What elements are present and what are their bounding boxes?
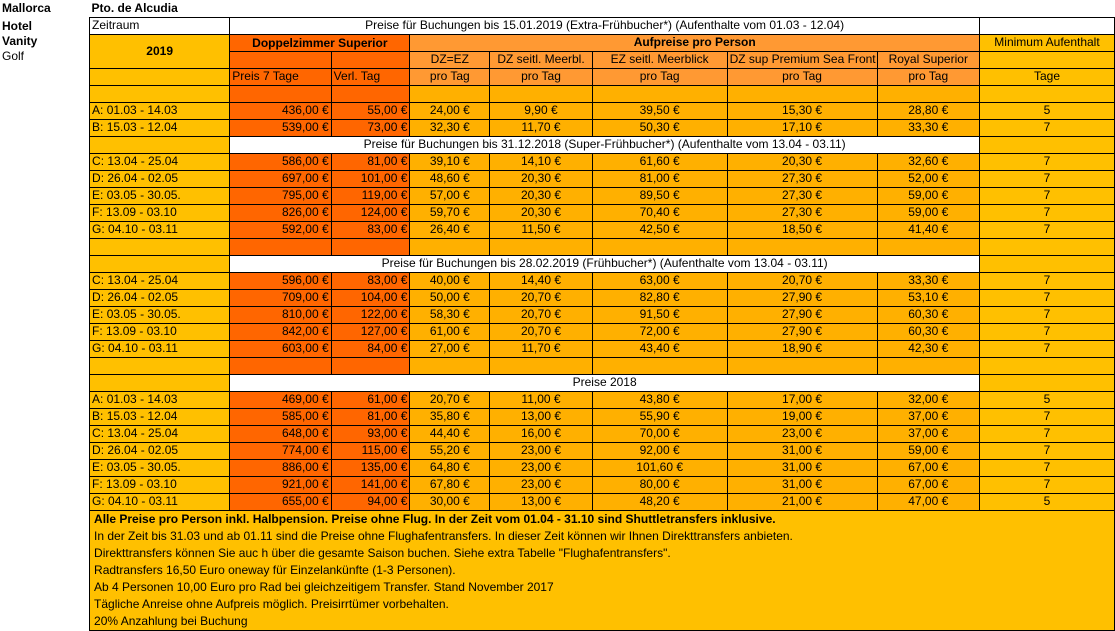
spacer bbox=[90, 68, 230, 85]
zeitraum-label: Zeitraum bbox=[90, 17, 230, 34]
price-7-days: 810,00 € bbox=[230, 306, 331, 323]
note-line: Direkttransfers können Sie auc h über die gesamte Saison buchen. Siehe extra Tabelle "Flughafentransfers". bbox=[94, 545, 671, 560]
note-line: Ab 4 Personen 10,00 Euro pro Rad bei gleichzeitigem Transfer. Stand November 2017 bbox=[94, 579, 554, 594]
spacer bbox=[980, 85, 1115, 102]
period-label: C: 13.04 - 25.04 bbox=[90, 272, 230, 289]
surcharge-value: 20,70 € bbox=[490, 323, 592, 340]
price-7-days: 697,00 € bbox=[230, 170, 331, 187]
surcharge-value: 35,80 € bbox=[410, 408, 490, 425]
price-extra-day: 83,00 € bbox=[331, 221, 410, 238]
surcharge-value: 31,00 € bbox=[727, 442, 877, 459]
spacer bbox=[980, 357, 1115, 374]
price-7-days: 469,00 € bbox=[230, 391, 331, 408]
surcharge-value: 27,90 € bbox=[727, 306, 877, 323]
surcharge-value: 11,50 € bbox=[490, 221, 592, 238]
min-stay-value: 7 bbox=[980, 119, 1115, 136]
spacer bbox=[0, 459, 90, 476]
spacer bbox=[0, 425, 90, 442]
spacer bbox=[230, 357, 331, 374]
spacer bbox=[90, 357, 230, 374]
surcharge-value: 20,30 € bbox=[490, 187, 592, 204]
spacer bbox=[0, 255, 90, 272]
surcharge-value: 70,40 € bbox=[592, 204, 727, 221]
spacer bbox=[410, 238, 490, 255]
surcharge-value: 26,40 € bbox=[410, 221, 490, 238]
surcharge-value: 11,70 € bbox=[490, 119, 592, 136]
spacer bbox=[0, 272, 90, 289]
surcharge-value: 16,00 € bbox=[490, 425, 592, 442]
min-stay-value: 7 bbox=[980, 408, 1115, 425]
spacer bbox=[0, 221, 90, 238]
spacer bbox=[0, 187, 90, 204]
surcharge-value: 20,30 € bbox=[490, 170, 592, 187]
spacer bbox=[877, 238, 979, 255]
surcharge-value: 27,30 € bbox=[727, 187, 877, 204]
spacer bbox=[0, 357, 90, 374]
price7-header: Preis 7 Tage bbox=[230, 68, 331, 85]
surcharge-value: 27,00 € bbox=[410, 340, 490, 357]
surcharge-value: 55,20 € bbox=[410, 442, 490, 459]
col-header: Royal Superior bbox=[877, 51, 979, 68]
hotel-line: Golf bbox=[2, 49, 25, 63]
price-extra-day: 141,00 € bbox=[331, 476, 410, 493]
col-header: EZ seitl. Meerblick bbox=[592, 51, 727, 68]
spacer bbox=[0, 102, 90, 119]
period-label: A: 01.03 - 14.03 bbox=[90, 391, 230, 408]
spacer bbox=[592, 238, 727, 255]
surcharge-value: 101,60 € bbox=[592, 459, 727, 476]
surcharge-value: 40,00 € bbox=[410, 272, 490, 289]
price-7-days: 436,00 € bbox=[230, 102, 331, 119]
surcharge-value: 20,70 € bbox=[490, 289, 592, 306]
spacer bbox=[980, 136, 1115, 153]
period-label: F: 13.09 - 03.10 bbox=[90, 204, 230, 221]
surcharge-value: 67,00 € bbox=[877, 459, 979, 476]
spacer bbox=[0, 442, 90, 459]
surcharge-value: 20,70 € bbox=[490, 306, 592, 323]
pro-tag-header: pro Tag bbox=[490, 68, 592, 85]
surcharge-value: 48,20 € bbox=[592, 493, 727, 510]
period-label: D: 26.04 - 02.05 bbox=[90, 170, 230, 187]
note-line: 20% Anzahlung bei Buchung bbox=[94, 613, 248, 628]
min-stay-value: 7 bbox=[980, 442, 1115, 459]
price-7-days: 603,00 € bbox=[230, 340, 331, 357]
spacer bbox=[410, 357, 490, 374]
empty-cell bbox=[980, 17, 1115, 34]
min-stay-value: 7 bbox=[980, 187, 1115, 204]
price-extra-day: 124,00 € bbox=[331, 204, 410, 221]
surcharge-value: 24,00 € bbox=[410, 102, 490, 119]
surcharge-value: 42,30 € bbox=[877, 340, 979, 357]
spacer bbox=[0, 136, 90, 153]
surcharge-value: 92,00 € bbox=[592, 442, 727, 459]
surcharge-value: 17,00 € bbox=[727, 391, 877, 408]
spacer bbox=[490, 238, 592, 255]
min-stay-header: Minimum Aufenthalt bbox=[980, 34, 1115, 51]
surcharge-value: 20,30 € bbox=[727, 153, 877, 170]
min-stay-value: 5 bbox=[980, 493, 1115, 510]
price-extra-day: 119,00 € bbox=[331, 187, 410, 204]
surcharge-value: 37,00 € bbox=[877, 425, 979, 442]
spacer bbox=[592, 85, 727, 102]
surcharge-value: 60,30 € bbox=[877, 306, 979, 323]
min-stay-value: 7 bbox=[980, 459, 1115, 476]
price-extra-day: 101,00 € bbox=[331, 170, 410, 187]
price-7-days: 774,00 € bbox=[230, 442, 331, 459]
price-extra-day: 83,00 € bbox=[331, 272, 410, 289]
surcharge-value: 82,80 € bbox=[592, 289, 727, 306]
note-line: Tägliche Anreise ohne Aufpreis möglich. Preisirrtümer vorbehalten. bbox=[94, 596, 449, 611]
surcharge-value: 39,50 € bbox=[592, 102, 727, 119]
surcharge-value: 70,00 € bbox=[592, 425, 727, 442]
region-label: Mallorca bbox=[0, 0, 90, 17]
surcharge-value: 33,30 € bbox=[877, 119, 979, 136]
min-stay-value: 5 bbox=[980, 102, 1115, 119]
period-label: G: 04.10 - 03.11 bbox=[90, 221, 230, 238]
period-label: B: 15.03 - 12.04 bbox=[90, 408, 230, 425]
period-label: F: 13.09 - 03.10 bbox=[90, 476, 230, 493]
year-label: 2019 bbox=[90, 34, 230, 68]
hotel-name-block bbox=[0, 17, 90, 68]
period-label: A: 01.03 - 14.03 bbox=[90, 102, 230, 119]
surcharge-value: 50,30 € bbox=[592, 119, 727, 136]
price-7-days: 586,00 € bbox=[230, 153, 331, 170]
surcharge-value: 59,70 € bbox=[410, 204, 490, 221]
surcharge-value: 21,00 € bbox=[727, 493, 877, 510]
spacer bbox=[980, 51, 1115, 68]
surcharge-value: 32,00 € bbox=[877, 391, 979, 408]
surcharge-value: 11,00 € bbox=[490, 391, 592, 408]
surcharge-value: 43,80 € bbox=[592, 391, 727, 408]
min-stay-value: 7 bbox=[980, 221, 1115, 238]
min-stay-value: 7 bbox=[980, 170, 1115, 187]
surcharge-value: 53,10 € bbox=[877, 289, 979, 306]
spacer bbox=[0, 170, 90, 187]
col-header: DZ seitl. Meerbl. bbox=[490, 51, 592, 68]
hotel-line: Vanity bbox=[2, 34, 38, 48]
price-7-days: 795,00 € bbox=[230, 187, 331, 204]
price-7-days: 921,00 € bbox=[230, 476, 331, 493]
surcharge-value: 48,60 € bbox=[410, 170, 490, 187]
price-7-days: 539,00 € bbox=[230, 119, 331, 136]
price-7-days: 709,00 € bbox=[230, 289, 331, 306]
spacer bbox=[0, 119, 90, 136]
spacer bbox=[980, 255, 1115, 272]
price-extra-day: 115,00 € bbox=[331, 442, 410, 459]
price-extra-day: 122,00 € bbox=[331, 306, 410, 323]
spacer bbox=[592, 357, 727, 374]
price-extra-day: 94,00 € bbox=[331, 493, 410, 510]
note-line: Radtransfers 16,50 Euro oneway für Einzelankünfte (1-3 Personen). bbox=[94, 562, 456, 577]
hotel-line: Hotel bbox=[2, 19, 32, 33]
price-extra-day: 104,00 € bbox=[331, 289, 410, 306]
surcharge-value: 27,30 € bbox=[727, 170, 877, 187]
surcharge-value: 20,70 € bbox=[727, 272, 877, 289]
surcharge-value: 52,00 € bbox=[877, 170, 979, 187]
surcharge-value: 89,50 € bbox=[592, 187, 727, 204]
surcharge-value: 31,00 € bbox=[727, 476, 877, 493]
price-7-days: 596,00 € bbox=[230, 272, 331, 289]
price-extra-day: 81,00 € bbox=[331, 408, 410, 425]
period-label: F: 13.09 - 03.10 bbox=[90, 323, 230, 340]
surcharge-value: 18,90 € bbox=[727, 340, 877, 357]
surcharge-value: 81,00 € bbox=[592, 170, 727, 187]
min-stay-value: 5 bbox=[980, 391, 1115, 408]
surcharge-value: 91,50 € bbox=[592, 306, 727, 323]
spacer bbox=[0, 153, 90, 170]
spacer bbox=[0, 85, 90, 102]
spacer bbox=[0, 238, 90, 255]
min-stay-value: 7 bbox=[980, 425, 1115, 442]
surcharge-value: 41,40 € bbox=[877, 221, 979, 238]
surcharge-value: 37,00 € bbox=[877, 408, 979, 425]
surcharge-value: 20,30 € bbox=[490, 204, 592, 221]
period-label: E: 03.05 - 30.05. bbox=[90, 459, 230, 476]
tage-header: Tage bbox=[980, 68, 1115, 85]
surcharge-value: 59,00 € bbox=[877, 187, 979, 204]
spacer bbox=[877, 357, 979, 374]
surcharge-value: 32,60 € bbox=[877, 153, 979, 170]
col-header: DZ=EZ bbox=[410, 51, 490, 68]
spacer bbox=[980, 374, 1115, 391]
surcharge-value: 39,10 € bbox=[410, 153, 490, 170]
spacer bbox=[90, 136, 230, 153]
surcharge-value: 19,00 € bbox=[727, 408, 877, 425]
spacer bbox=[0, 408, 90, 425]
price-extra-day: 93,00 € bbox=[331, 425, 410, 442]
spacer bbox=[230, 51, 331, 68]
price-7-days: 842,00 € bbox=[230, 323, 331, 340]
spacer bbox=[877, 85, 979, 102]
aufpreise-header: Aufpreise pro Person bbox=[410, 34, 980, 51]
dz-superior-header: Doppelzimmer Superior bbox=[230, 34, 410, 51]
surcharge-value: 60,30 € bbox=[877, 323, 979, 340]
surcharge-value: 23,00 € bbox=[490, 442, 592, 459]
surcharge-value: 11,70 € bbox=[490, 340, 592, 357]
price-7-days: 826,00 € bbox=[230, 204, 331, 221]
period-label: C: 13.04 - 25.04 bbox=[90, 425, 230, 442]
spacer bbox=[410, 85, 490, 102]
price-7-days: 655,00 € bbox=[230, 493, 331, 510]
surcharge-value: 33,30 € bbox=[877, 272, 979, 289]
period-label: C: 13.04 - 25.04 bbox=[90, 153, 230, 170]
spacer bbox=[331, 51, 410, 68]
spacer bbox=[90, 238, 230, 255]
spacer bbox=[490, 357, 592, 374]
location-label: Pto. de Alcudia bbox=[90, 0, 1115, 17]
surcharge-value: 27,90 € bbox=[727, 323, 877, 340]
notes-block bbox=[90, 510, 1115, 630]
spacer bbox=[90, 255, 230, 272]
price-extra-day: 135,00 € bbox=[331, 459, 410, 476]
spacer bbox=[980, 238, 1115, 255]
spacer bbox=[331, 357, 410, 374]
spacer bbox=[230, 85, 331, 102]
spacer bbox=[90, 85, 230, 102]
pro-tag-header: pro Tag bbox=[877, 68, 979, 85]
spacer bbox=[0, 493, 90, 510]
surcharge-value: 17,10 € bbox=[727, 119, 877, 136]
note-line: In der Zeit bis 31.03 und ab 01.11 sind die Preise ohne Flughafentransfers. In dieser Zeit können wir Ihnen Direkttransfers anbieten. bbox=[94, 528, 793, 543]
period-label: D: 26.04 - 02.05 bbox=[90, 289, 230, 306]
surcharge-value: 9,90 € bbox=[490, 102, 592, 119]
col-header: DZ sup Premium Sea Front bbox=[727, 51, 877, 68]
spacer bbox=[727, 85, 877, 102]
min-stay-value: 7 bbox=[980, 340, 1115, 357]
min-stay-value: 7 bbox=[980, 204, 1115, 221]
spacer bbox=[0, 374, 90, 391]
surcharge-value: 13,00 € bbox=[490, 408, 592, 425]
period-label: G: 04.10 - 03.11 bbox=[90, 493, 230, 510]
spacer bbox=[727, 238, 877, 255]
spacer bbox=[331, 85, 410, 102]
price-extra-day: 84,00 € bbox=[331, 340, 410, 357]
pro-tag-header: pro Tag bbox=[592, 68, 727, 85]
surcharge-value: 18,50 € bbox=[727, 221, 877, 238]
surcharge-value: 61,60 € bbox=[592, 153, 727, 170]
section-title: Preise für Buchungen bis 28.02.2019 (Frühbucher*) (Aufenthalte vom 13.04 - 03.11) bbox=[230, 255, 980, 272]
surcharge-value: 14,10 € bbox=[490, 153, 592, 170]
surcharge-value: 80,00 € bbox=[592, 476, 727, 493]
spacer bbox=[0, 476, 90, 493]
surcharge-value: 63,00 € bbox=[592, 272, 727, 289]
surcharge-value: 32,30 € bbox=[410, 119, 490, 136]
surcharge-value: 50,00 € bbox=[410, 289, 490, 306]
surcharge-value: 14,40 € bbox=[490, 272, 592, 289]
surcharge-value: 31,00 € bbox=[727, 459, 877, 476]
price-extra-day: 81,00 € bbox=[331, 153, 410, 170]
spacer bbox=[0, 306, 90, 323]
surcharge-value: 47,00 € bbox=[877, 493, 979, 510]
surcharge-value: 57,00 € bbox=[410, 187, 490, 204]
surcharge-value: 23,00 € bbox=[490, 476, 592, 493]
section-title: Preise für Buchungen bis 15.01.2019 (Extra-Frühbucher*) (Aufenthalte vom 01.03 - 12.04) bbox=[230, 17, 980, 34]
surcharge-value: 27,30 € bbox=[727, 204, 877, 221]
surcharge-value: 13,00 € bbox=[490, 493, 592, 510]
spacer bbox=[0, 289, 90, 306]
price-extra-day: 127,00 € bbox=[331, 323, 410, 340]
surcharge-value: 27,90 € bbox=[727, 289, 877, 306]
spacer bbox=[331, 238, 410, 255]
surcharge-value: 42,50 € bbox=[592, 221, 727, 238]
spacer bbox=[0, 204, 90, 221]
spacer bbox=[0, 340, 90, 357]
price-extra-day: 61,00 € bbox=[331, 391, 410, 408]
surcharge-value: 15,30 € bbox=[727, 102, 877, 119]
surcharge-value: 59,00 € bbox=[877, 442, 979, 459]
surcharge-value: 61,00 € bbox=[410, 323, 490, 340]
section-title: Preise für Buchungen bis 31.12.2018 (Super-Frühbucher*) (Aufenthalte vom 13.04 - 03.11) bbox=[230, 136, 980, 153]
verl-header: Verl. Tag bbox=[331, 68, 410, 85]
spacer bbox=[0, 391, 90, 408]
surcharge-value: 44,40 € bbox=[410, 425, 490, 442]
surcharge-value: 23,00 € bbox=[490, 459, 592, 476]
period-label: B: 15.03 - 12.04 bbox=[90, 119, 230, 136]
surcharge-value: 55,90 € bbox=[592, 408, 727, 425]
surcharge-value: 43,40 € bbox=[592, 340, 727, 357]
period-label: E: 03.05 - 30.05. bbox=[90, 187, 230, 204]
min-stay-value: 7 bbox=[980, 323, 1115, 340]
price-7-days: 592,00 € bbox=[230, 221, 331, 238]
surcharge-value: 30,00 € bbox=[410, 493, 490, 510]
period-label: D: 26.04 - 02.05 bbox=[90, 442, 230, 459]
section-title: Preise 2018 bbox=[230, 374, 980, 391]
period-label: G: 04.10 - 03.11 bbox=[90, 340, 230, 357]
surcharge-value: 20,70 € bbox=[410, 391, 490, 408]
surcharge-value: 58,30 € bbox=[410, 306, 490, 323]
surcharge-value: 23,00 € bbox=[727, 425, 877, 442]
period-label: E: 03.05 - 30.05. bbox=[90, 306, 230, 323]
min-stay-value: 7 bbox=[980, 306, 1115, 323]
surcharge-value: 64,80 € bbox=[410, 459, 490, 476]
price-7-days: 585,00 € bbox=[230, 408, 331, 425]
pro-tag-header: pro Tag bbox=[410, 68, 490, 85]
note-line: Alle Preise pro Person inkl. Halbpension. Preise ohne Flug. In der Zeit vom 01.04 - 31.10 sind Shuttletransfers inklusive. bbox=[94, 511, 776, 526]
spacer bbox=[90, 374, 230, 391]
min-stay-value: 7 bbox=[980, 476, 1115, 493]
spacer bbox=[490, 85, 592, 102]
spacer bbox=[727, 357, 877, 374]
min-stay-value: 7 bbox=[980, 272, 1115, 289]
spacer bbox=[230, 238, 331, 255]
price-extra-day: 55,00 € bbox=[331, 102, 410, 119]
pro-tag-header: pro Tag bbox=[727, 68, 877, 85]
price-7-days: 886,00 € bbox=[230, 459, 331, 476]
price-7-days: 648,00 € bbox=[230, 425, 331, 442]
min-stay-value: 7 bbox=[980, 153, 1115, 170]
spacer bbox=[0, 68, 90, 85]
surcharge-value: 28,80 € bbox=[877, 102, 979, 119]
spacer bbox=[0, 323, 90, 340]
surcharge-value: 59,00 € bbox=[877, 204, 979, 221]
surcharge-value: 67,80 € bbox=[410, 476, 490, 493]
price-extra-day: 73,00 € bbox=[331, 119, 410, 136]
min-stay-value: 7 bbox=[980, 289, 1115, 306]
spacer bbox=[0, 510, 90, 630]
surcharge-value: 72,00 € bbox=[592, 323, 727, 340]
surcharge-value: 67,00 € bbox=[877, 476, 979, 493]
